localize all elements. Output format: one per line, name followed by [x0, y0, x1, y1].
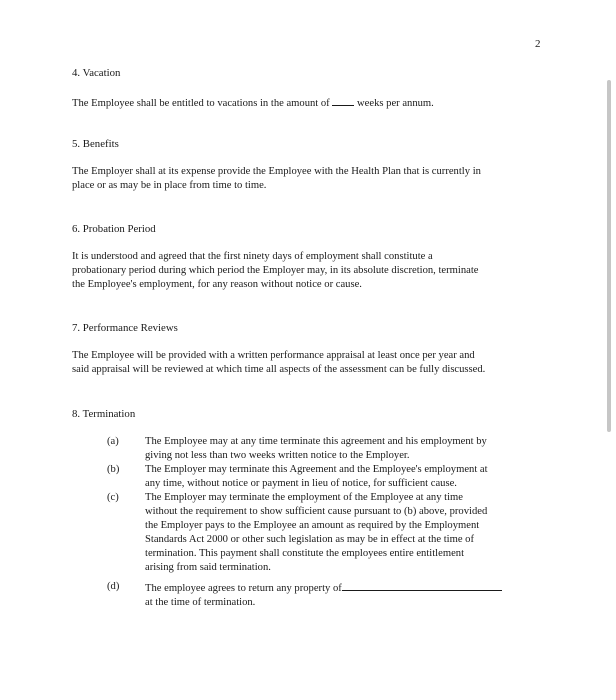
list-item-text [145, 491, 545, 575]
benefits-paragraph [72, 165, 550, 193]
vertical-scrollbar[interactable] [607, 80, 611, 432]
property-blank [342, 580, 502, 591]
paragraph-line: the Employee's employment, for any reason without notice or cause. [72, 279, 362, 290]
list-item-line: arising from said termination. [145, 562, 271, 573]
section-heading-probation: 6. Probation Period [72, 223, 156, 235]
probation-paragraph [72, 250, 550, 292]
page-number: 2 [535, 38, 541, 50]
vacation-paragraph [72, 95, 550, 111]
list-item-text [145, 435, 545, 463]
vacation-weeks-blank [332, 95, 354, 106]
list-item-line: any time, without notice or payment in lieu of notice, for sufficient cause. [145, 478, 457, 489]
paragraph-line: It is understood and agreed that the first ninety days of employment shall constitute a [72, 251, 433, 262]
section-heading-benefits: 5. Benefits [72, 138, 119, 150]
list-item-line: Standards Act 2000 or other such legislation as may be in effect at the time of [145, 534, 475, 545]
list-item-line [145, 580, 545, 596]
property-text: The employee agrees to return any property of [145, 583, 342, 594]
list-item-line: The Employee may at any time terminate this agreement and his employment by [145, 436, 487, 447]
list-item-text [145, 463, 545, 491]
list-marker: (c) [107, 492, 119, 503]
list-item-line: the Employer pays to the Employee an amount as required by the Employment [145, 520, 480, 531]
paragraph-line: probationary period during which period the Employer may, in its absolute discretion, terminate [72, 265, 479, 276]
section-heading-performance-reviews: 7. Performance Reviews [72, 322, 178, 334]
paragraph-line: The Employer shall at its expense provide the Employee with the Health Plan that is currently in [72, 166, 481, 177]
list-item-line: without the requirement to show sufficient cause pursuant to (b) above, provided [145, 506, 488, 517]
list-marker: (a) [107, 436, 119, 447]
list-item-line: giving not less than two weeks written notice to the Employer. [145, 450, 410, 461]
paragraph-line: said appraisal will be reviewed at which time all aspects of the assessment can be fully discussed. [72, 364, 486, 375]
vacation-text-before: The Employee shall be entitled to vacations in the amount of [72, 98, 330, 109]
list-item-line: termination. This payment shall constitute the employees entire entitlement [145, 548, 465, 559]
paragraph-line: The Employee will be provided with a written performance appraisal at least once per year and [72, 350, 475, 361]
list-marker: (d) [107, 581, 120, 592]
section-heading-termination: 8. Termination [72, 408, 136, 420]
list-item-line: The Employer may terminate the employment of the Employee at any time [145, 492, 464, 503]
section-heading-vacation: 4. Vacation [72, 67, 121, 79]
list-item-line: at the time of termination. [145, 597, 256, 608]
list-item-text [145, 580, 545, 610]
list-item-line: The Employer may terminate this Agreement and the Employee's employment at [145, 464, 488, 475]
vacation-text-after: weeks per annum. [357, 98, 434, 109]
list-marker: (b) [107, 464, 120, 475]
performance-reviews-paragraph [72, 349, 550, 377]
paragraph-line: place or as may be in place from time to time. [72, 180, 267, 191]
